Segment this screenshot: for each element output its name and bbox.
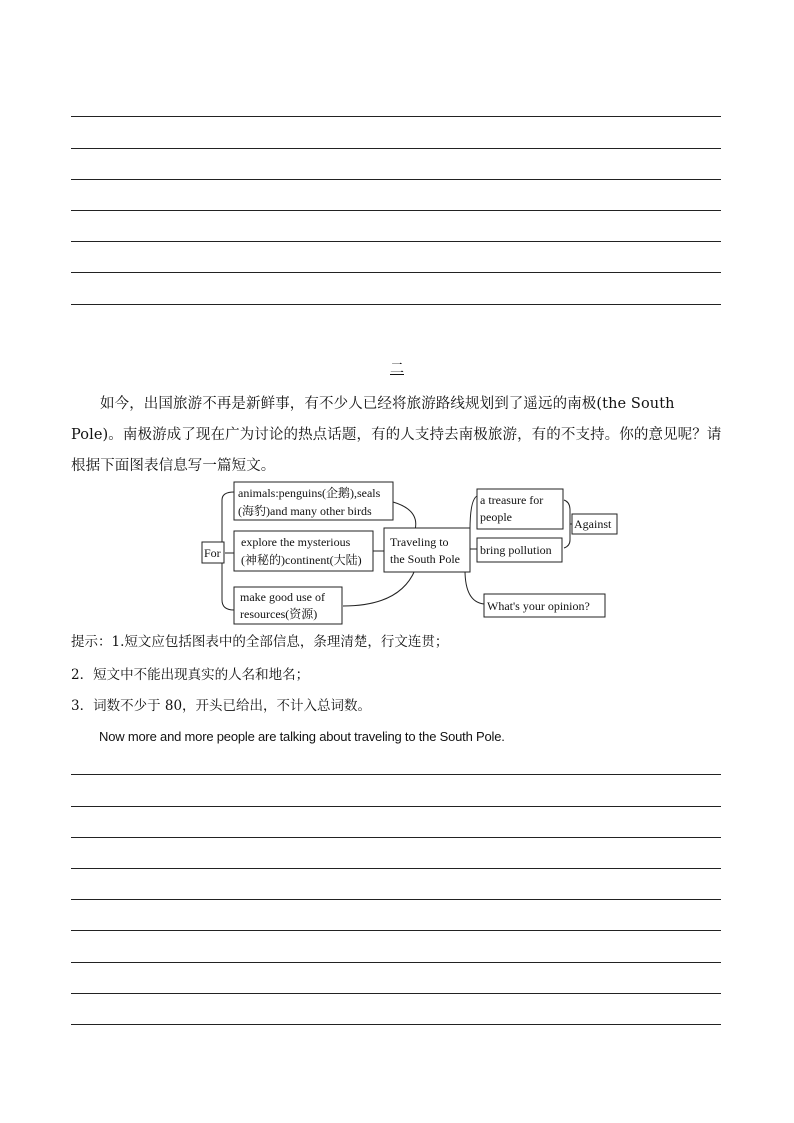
for-item-line: (海豹)and many other birds	[238, 504, 372, 518]
tip-line-2: 2．短文中不能出现真实的人名和地名；	[71, 667, 310, 683]
writing-line	[71, 868, 721, 869]
writing-line	[71, 774, 721, 775]
writing-line	[71, 806, 721, 807]
connector-center-bottom	[343, 570, 415, 606]
for-label: For	[204, 546, 221, 560]
writing-line	[71, 837, 721, 838]
tip-line-1: 提示：1.短文应包括图表中的全部信息，条理清楚，行文连贯；	[71, 634, 449, 650]
writing-line	[71, 930, 721, 931]
connector-right-bottom	[465, 570, 484, 604]
for-item-line: explore the mysterious	[241, 535, 351, 549]
opinion-label: What's your opinion?	[487, 599, 590, 613]
against-item-line: a treasure for	[480, 493, 544, 507]
writing-line	[71, 1024, 721, 1025]
writing-line	[71, 993, 721, 994]
center-line: Traveling to	[390, 535, 449, 549]
for-item-line: resources(资源)	[240, 607, 318, 621]
connector-right-top	[470, 496, 477, 530]
connector-center-top	[393, 502, 416, 530]
for-item-line: animals:penguins(企鹅),seals	[238, 486, 381, 500]
tip-line-3: 3．词数不少于 80，开头已给出，不计入总词数。	[71, 698, 372, 714]
section-number: 二	[390, 361, 404, 377]
task-prompt: 如今，出国旅游不再是新鲜事，有不少人已经将旅游路线规划到了遥远的南极(the South Pole)。南极游成了现在广为讨论的热点话题，有的人支持去南极旅游，有的不支持。你的意见呢？请根据下面图表信息写一篇短文。	[71, 396, 722, 474]
opening-sentence: Now more and more people are talking about traveling to the South Pole.	[99, 729, 505, 744]
against-label: Against	[574, 517, 612, 531]
writing-line	[71, 899, 721, 900]
writing-line	[71, 962, 721, 963]
for-item-line: (神秘的)continent(大陆)	[241, 553, 362, 567]
against-item-line: people	[480, 510, 512, 524]
center-line: the South Pole	[390, 552, 461, 566]
against-item-line: bring pollution	[480, 543, 552, 557]
for-item-line: make good use of	[240, 590, 325, 604]
